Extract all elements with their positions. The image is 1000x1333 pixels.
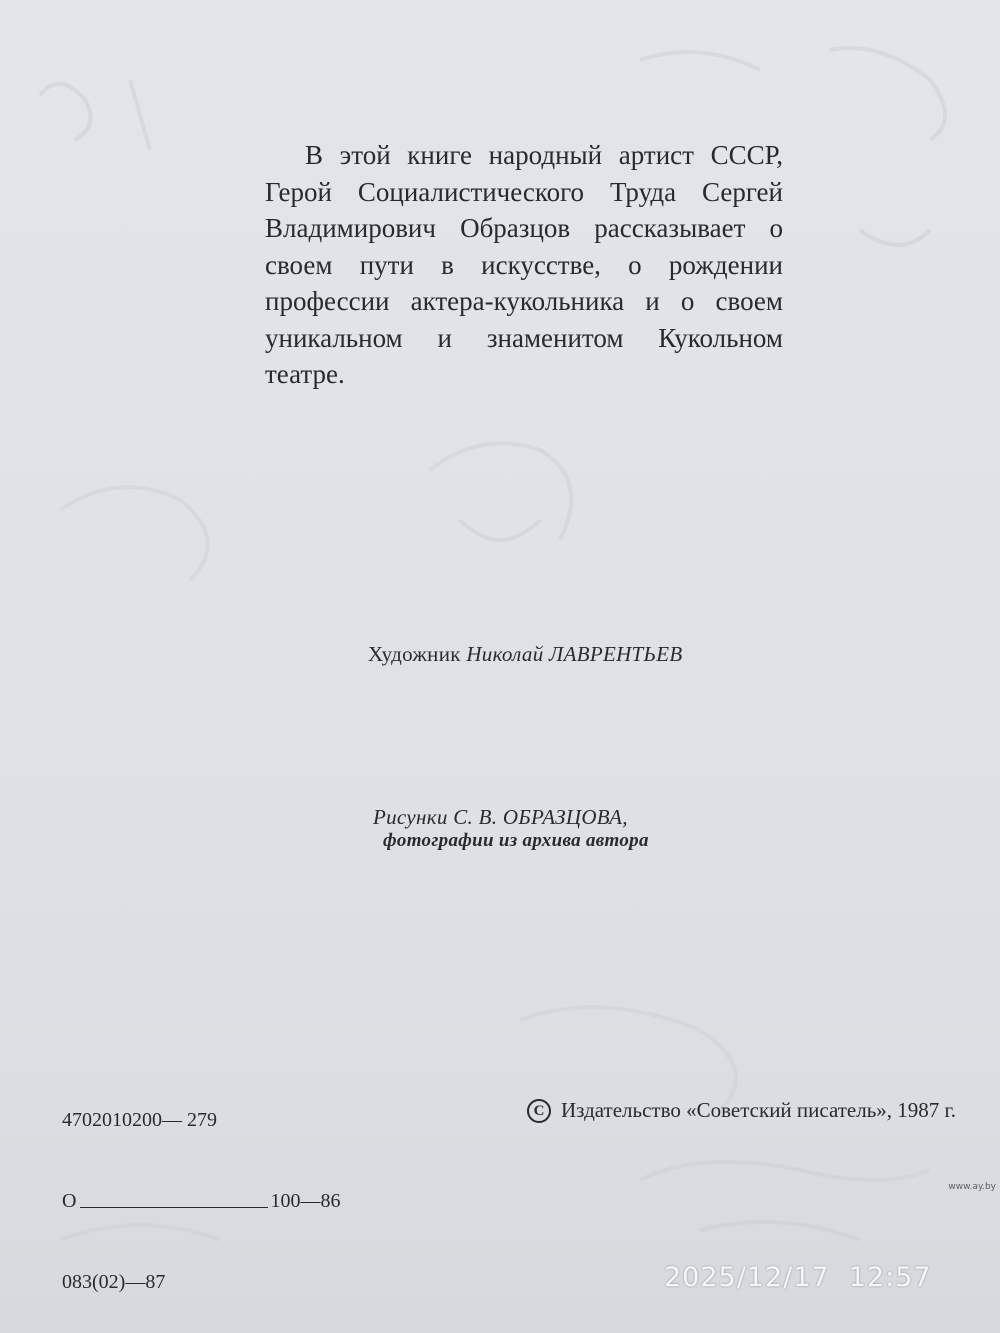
catalog-line-1: 4702010200— 279 bbox=[62, 1109, 217, 1131]
catalog-line-3: 083(02)—87 bbox=[62, 1271, 166, 1293]
artist-credit bbox=[368, 642, 682, 667]
artist-role: Художник bbox=[368, 642, 461, 666]
artist-name: Николай ЛАВРЕНТЬЕВ bbox=[466, 642, 683, 666]
copyright-text: Издательство «Советский писатель», 1987 г. bbox=[561, 1098, 957, 1122]
drawings-credit bbox=[373, 805, 628, 830]
fraction-bar bbox=[80, 1207, 268, 1208]
catalog-line-2 bbox=[62, 1188, 340, 1215]
annotation-text: В этой книге народный артист СССР, Герой Социалистического Труда Сергей Владимирович Образцов рассказывает о своем пути в искусстве, о рождении профессии актера-кукольника и о своем уникальном и знаменитом Кукольном театре. bbox=[265, 140, 783, 389]
copyright-icon: C bbox=[527, 1099, 551, 1123]
drawings-prefix: Рисунки bbox=[373, 805, 448, 829]
catalog-line-2-suffix: 100—86 bbox=[270, 1190, 341, 1212]
catalog-prefix: О bbox=[62, 1190, 77, 1212]
book-annotation bbox=[265, 137, 783, 393]
photo-timestamp: 2025/12/17 12:57 bbox=[664, 1262, 932, 1293]
drawings-author: С. В. ОБРАЗЦОВА, bbox=[453, 805, 628, 829]
copyright-notice bbox=[527, 1098, 956, 1123]
photos-credit: фотографии из архива автора bbox=[383, 830, 649, 851]
site-watermark: www.ay.by bbox=[948, 1182, 996, 1192]
catalog-index bbox=[62, 1053, 340, 1333]
